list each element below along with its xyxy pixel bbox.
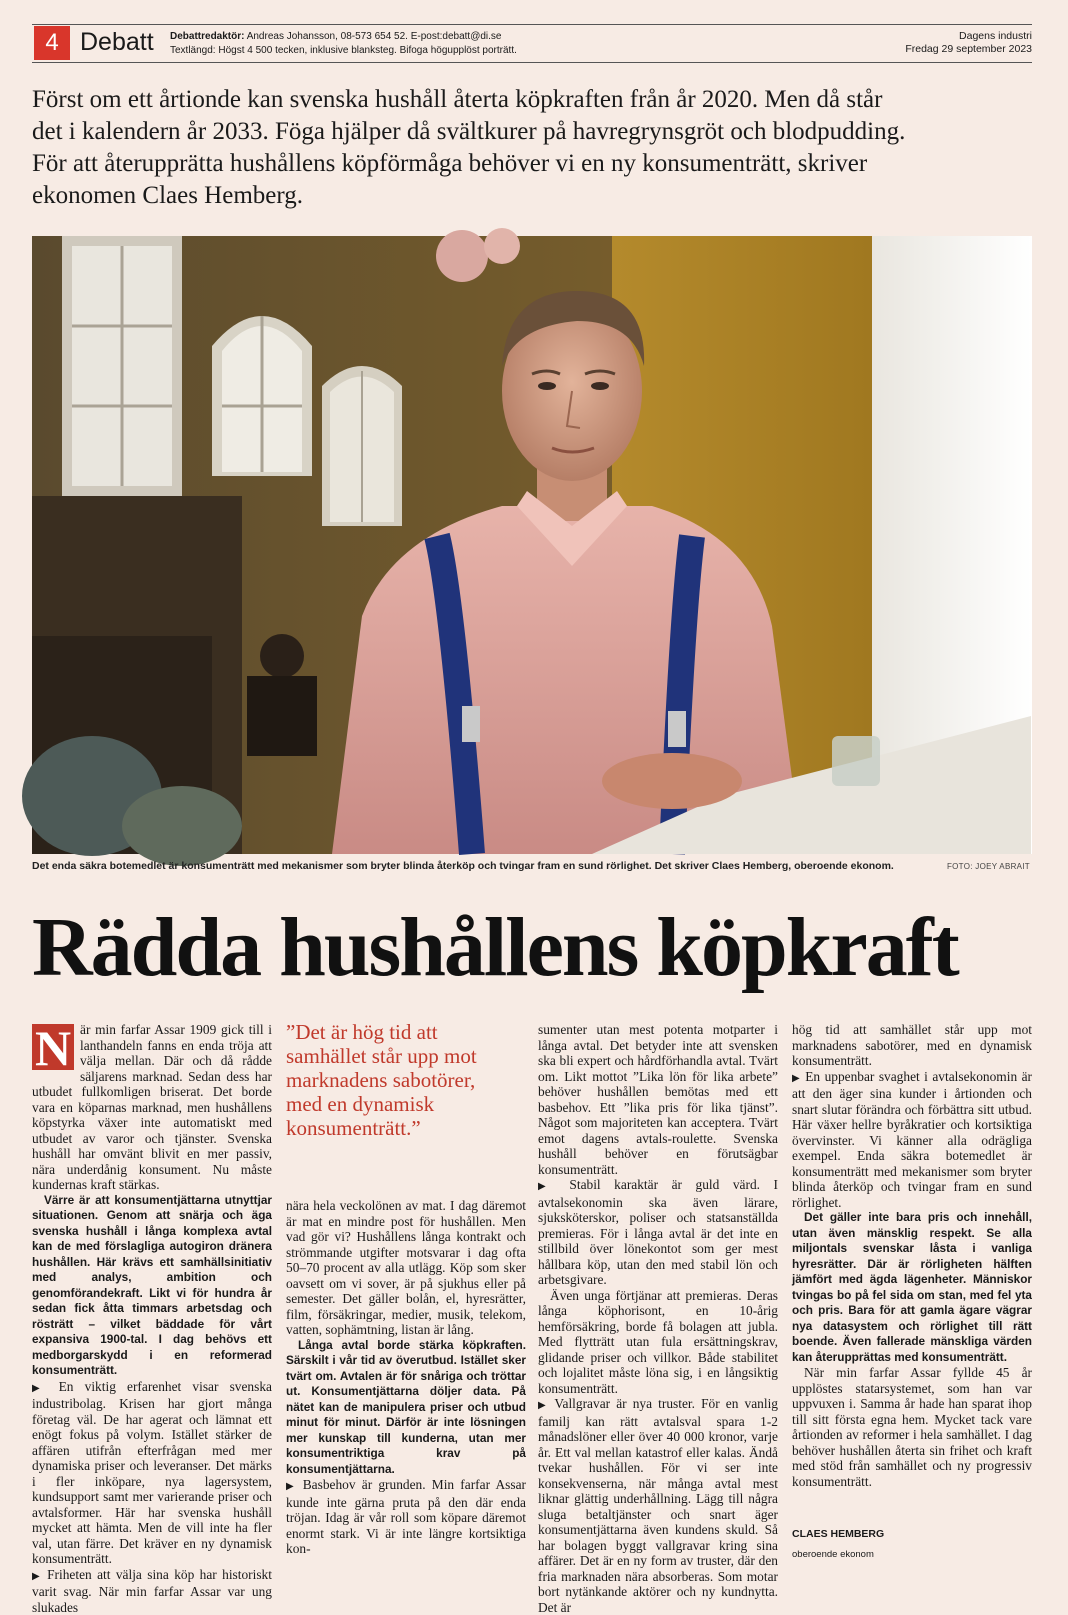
subhead-1: Värre är att konsumentjättarna utnyttjar situationen. Genom att snärja och äga svenska hushåll i långa komplexa avtal kan de med förslagliga autogiron dränera hushållen. Här krävs ett samhällsinitiativ med analys, ambition och genomförandekraft. Likt vi för hundra år sedan fick åtta timmars arbetsdag och rösträtt – vilket bäddade för vårt expansiva 1900-tal. I dag behövs ett medborgarskydd i en reformerad konsumenträtt. (32, 1192, 272, 1377)
paragraph-6: sumenter utan mest potenta motparter i långa avtal. Det betyder inte att svensken ska bli expert och hårdförhandla avtal. Tvärt om. Likt mottot ”Lika lön för lika arbete” behöver hushållen bemötas med ett basbehov. Ett ”lika pris för lika tjänst”. Något som majoriteten kan acceptera. Tvärt emot dagens avtals-roulette. Svenska hushåll behöver en förutsägbar konsumenträtt. (538, 1022, 778, 1177)
author-title: oberoende ekonom (792, 1548, 874, 1560)
author-name: CLAES HEMBERG (792, 1528, 885, 1540)
paragraph-12: När min farfar Assar fyllde 45 år upplöstes statarsystemet, som han var uppvuxen i. Samma år hade han sparat ihop till sitt första egna hem. Mycket tack vare årtionden av reformer i hela samhället. I dag behöver hushållen återta sin frihet och kraft med stöd från samhället och ny progressiv konsumenträtt. (792, 1365, 1032, 1489)
pull-quote: ”Det är hög tid att samhället står upp mot marknadens sabotörer, med en dynamisk konsumenträtt.” (286, 1020, 477, 1140)
arrow-icon: ▶ (792, 1072, 801, 1084)
paragraph-1: är min farfar Assar 1909 gick till i lanthandeln fanns en enda tröja att välja mellan. Där och då rådde säljarens marknad. Sedan dess har utbudet fullkomligen briserat. Det borde vara en köparnas marknad, men hushållens köpstyrka växer inte automatiskt med utbudet av varor och tjänster. Svenska hushåll har omvänt blivit en mer passiv, nära underdånig konsument. Nu måste kundernas kraft stärkas. (32, 1022, 272, 1192)
publication-date: Fredag 29 september 2023 (905, 43, 1032, 55)
editor-contact: Andreas Johansson, 08-573 654 52. E-post:debatt@di.se (246, 31, 502, 42)
publication-name: Dagens industri (959, 30, 1032, 42)
editor-label: Debattredaktör: (170, 31, 245, 42)
paragraph-5: Basbehov är grunden. Min farfar Assar kunde inte gärna pruta på den där enda tröjan. Idag är vår roll som köpare däremot enormt stark. Vi är inte längre kortsiktiga kon- (286, 1477, 526, 1556)
paragraph-4: nära hela veckolönen av mat. I dag däremot är mat en mindre post för hushållen. Men vad gör vi? Hushållens långa kontrakt och strömmande utgifter motsvarar i dag ofta 50–70 procent av alla utlägg. Köp som sker oavsett om vi sover, är på sjukhus eller på semester. Det gäller bolån, el, hyresrätter, film, försäkringar, medier, musik, telekom, vatten, sophämtning, listan är lång. (286, 1198, 526, 1337)
paragraph-7: Stabil karaktär är guld värd. I avtalsekonomin ska även lärare, sjuksköterskor, poliser och statsanställda premieras. För i långa avtal är det inte en stillbild över lönekontot som ger mest hållbara köp, utan den med stabil lön och arbetsgivare. (538, 1177, 778, 1287)
portrait-illustration (32, 236, 1031, 854)
arrow-icon: ▶ (286, 1481, 297, 1492)
paragraph-8: Även unga förtjänar att premieras. Deras långa köphorisont, en 10-årig hemförsäkring, borde få bolagen att jubla. Med flytträtt utan fula ersättningskrav, glidande priser och villkor. Både stabilitet och lojalitet måste löna sig, i en långsiktig konsumenträtt. (538, 1287, 778, 1396)
photo-credit: FOTO: JOEY ABRAIT (946, 862, 1030, 871)
masthead-rule-top (32, 24, 1032, 25)
photo-caption: Det enda säkra botemedlet är konsumenträtt med mekanismer som bryter blinda återköp och tvingar fram en sund rörlighet. Det skriver Claes Hemberg, oberoende ekonom. (32, 860, 894, 872)
editor-info (170, 30, 690, 58)
paragraph-3: Friheten att välja sina köp har historiskt varit svag. När min farfar Assar var ung slukades (32, 1566, 272, 1615)
article-column-1 (32, 1020, 272, 1615)
article-column-2 (286, 1020, 526, 1556)
paragraph-11: En uppenbar svaghet i avtalsekonomin är att den äger sina kunder i årtionden och snart slutar förändra och förbättra sitt utbud. Här växer hellre byråkratier och kortsiktiga övervinster. Vi känner alla odrägliga exempel. Enda säkra botemedlet är konsumenträtt med mekanismer som bryter blinda återköp och tvingar fram en sund rörlighet. (792, 1068, 1032, 1210)
arrow-icon: ▶ (32, 1382, 48, 1394)
publication-info (905, 30, 1032, 56)
article-column-3 (538, 1022, 778, 1615)
article-column-4 (792, 1022, 1032, 1560)
ingress: Först om ett årtionde kan svenska hushåll återta köpkraften från år 2020. Men då står det i kalendern år 2033. Föga hjälper då svältkurer på havregrynsgröt och blodpudding. För att återupprätta hushållens köpförmåga behöver vi en ny konsumenträtt, skriver ekonomen Claes Hemberg. (32, 86, 906, 209)
paragraph-10: hög tid att samhället står upp mot marknadens sabotörer, med en dynamisk konsumenträtt. (792, 1022, 1032, 1068)
dropcap: N (32, 1024, 74, 1070)
portrait-photo (32, 236, 1031, 854)
section-name: Debatt (80, 28, 154, 56)
paragraph-9: Vallgravar är nya truster. För en vanlig familj kan rätt avtalsval spara 1-2 månadslöner eller över 40 000 kronor, varje år. Ett val mellan katastrof eller kalas. Ändå tvekar hushållen. För vi ser inte konsekvenserna, när många avtal mest liknar glättig underhållning. Lägg till några sluga betaltjänster och snart äger konsumentjättarna även kundens skuld. Så har bolagen byggt vallgravar kring sina affärer. Det är en ny form av truster, där den fria marknaden nära absorberas. Som motar bort nytänkande aktörer och ny kundnytta. Det är (538, 1396, 778, 1615)
subhead-3: Det gäller inte bara pris och innehåll, utan även mänsklig respekt. Se alla miljontals svenskar låsta i vanliga hyresrätter. Där är rörligheten hälften jämfört med ägda lägenheter. Människor tvingas bo på fel sida om stan, med fel yta och pris. Bara för att gamla ägare vägrar nya datasystem och rörlighet till rätt boende. Även fallerade mänskliga värden kan återupprättas med konsumenträtt. (792, 1210, 1032, 1364)
arrow-icon: ▶ (538, 1400, 549, 1411)
masthead-rule-bottom (32, 62, 1032, 63)
paragraph-2: En viktig erfarenhet visar svenska industribolag. Krisen har gjort många företag väl. De har agerat och lämnat ett enögt fokus på volym. Istället stärker de affären utifrån efterfrågan med mer dynamiska priser och leveranser. Det märks i fler inköpare, nya lagersystem, kundsupport samt mer varierande priser och avtalsformer. Här har svenska hushåll mycket att hämta. Men de vill inte ha fler val, utan färre. Det kräver en ny dynamisk konsumenträtt. (32, 1378, 272, 1566)
arrow-icon: ▶ (538, 1181, 556, 1192)
subhead-2: Långa avtal borde stärka köpkraften. Särskilt i vår tid av överutbud. Istället sker tvärt om. Avtalen är för snåriga och tröttar ut. Konsumentjättarna döljer data. På nätet kan de manipulera priser och utbud minut för minut. Därför är inte lösningen mer kunskap till kunderna, utan mer konsumentriktiga krav på konsumentjättarna. (286, 1337, 526, 1476)
length-note: Textlängd: Högst 4 500 tecken, inklusive blanksteg. Bifoga högupplöst porträtt. (170, 45, 517, 56)
arrow-icon: ▶ (32, 1570, 42, 1582)
headline: Rädda hushållens köpkraft (32, 901, 958, 994)
page-number-badge: 4 (34, 26, 70, 60)
